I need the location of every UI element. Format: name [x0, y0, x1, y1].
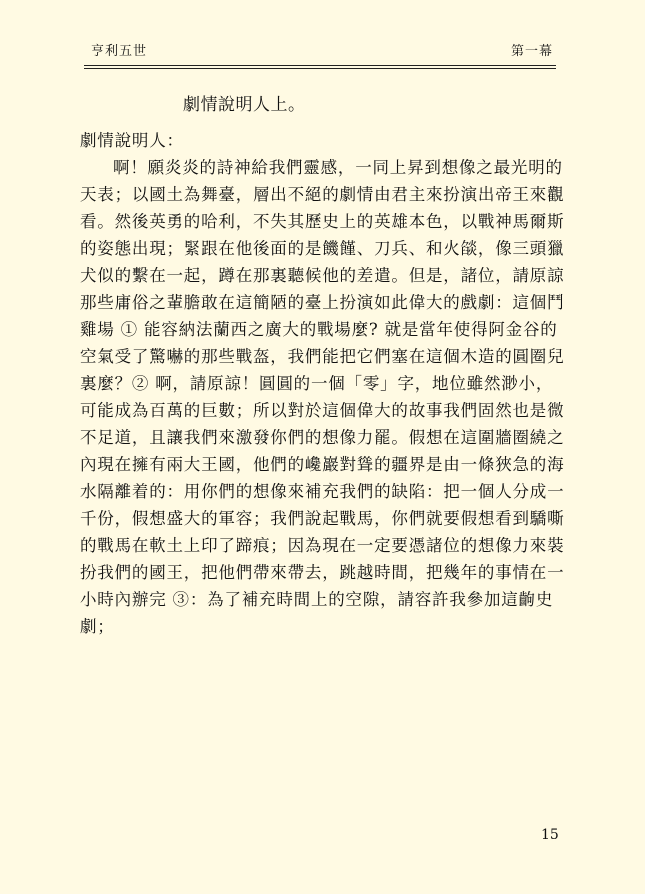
- text-line: 犬似的繫在一起，蹲在那裏聽候他的差遣。但是，諸位，請原諒: [80, 266, 565, 285]
- page-number: 15: [541, 827, 559, 843]
- text-line: 的戰馬在軟土上印了蹄痕；因為現在一定要憑諸位的想像力來裝: [80, 536, 565, 555]
- text-line: 空氣受了驚嚇的那些戰盔，我們能把它們塞在這個木造的圓圈兒: [80, 347, 565, 366]
- body-text: [80, 127, 570, 640]
- text-line: 劇；: [80, 617, 115, 636]
- text-line: 千份，假想盛大的軍容；我們說起戰馬，你們就要假想看到驕嘶: [80, 509, 565, 528]
- text-line: 扮我們的國王，把他們帶來帶去，跳越時間，把幾年的事情在一: [80, 563, 565, 582]
- running-header-act: 第一幕: [511, 44, 554, 59]
- speaker-line: 劇情說明人：: [80, 131, 184, 150]
- text-line: 裏麼？② 啊，請原諒！圓圓的一個「零」字，地位雖然渺小，: [80, 374, 554, 393]
- text-line: 天表；以國土為舞臺，層出不絕的劇情由君主來扮演出帝王來觀: [80, 185, 565, 204]
- header-rule-top: [84, 65, 556, 66]
- text-line: 可能成為百萬的巨數；所以對於這個偉大的故事我們固然也是微: [80, 401, 565, 420]
- text-line: 水隔離着的：用你們的想像來補充我們的缺陷：把一個人分成一: [80, 482, 565, 501]
- text-line: 的姿態出現；緊跟在他後面的是饑饉、刀兵、和火燄，像三頭獵: [80, 239, 565, 258]
- text-line: 啊！願炎炎的詩神給我們靈感，一同上昇到想像之最光明的: [113, 158, 563, 177]
- text-line: 小時內辦完 ③：為了補充時間上的空隙，請容許我參加這齣史: [80, 590, 554, 609]
- text-line: 不足道，且讓我們來激發你們的想像力罷。假想在這圍牆圈繞之: [80, 428, 565, 447]
- text-line: 那些庸俗之輩膽敢在這簡陋的臺上扮演如此偉大的戲劇：這個鬥: [80, 293, 565, 312]
- text-line: 雞場 ① 能容納法蘭西之廣大的戰場麼? 就是當年使得阿金谷的: [80, 320, 558, 339]
- text-line: 看。然後英勇的哈利，不失其歷史上的英雄本色，以戰神馬爾斯: [80, 212, 565, 231]
- stage-direction-heading: 劇情說明人上。: [183, 95, 306, 115]
- header-rule-bottom: [84, 68, 556, 69]
- running-header-book-title: 亨利五世: [91, 44, 148, 59]
- text-line: 內現在擁有兩大王國，他們的巉巖對聳的疆界是由一條狹急的海: [80, 455, 565, 474]
